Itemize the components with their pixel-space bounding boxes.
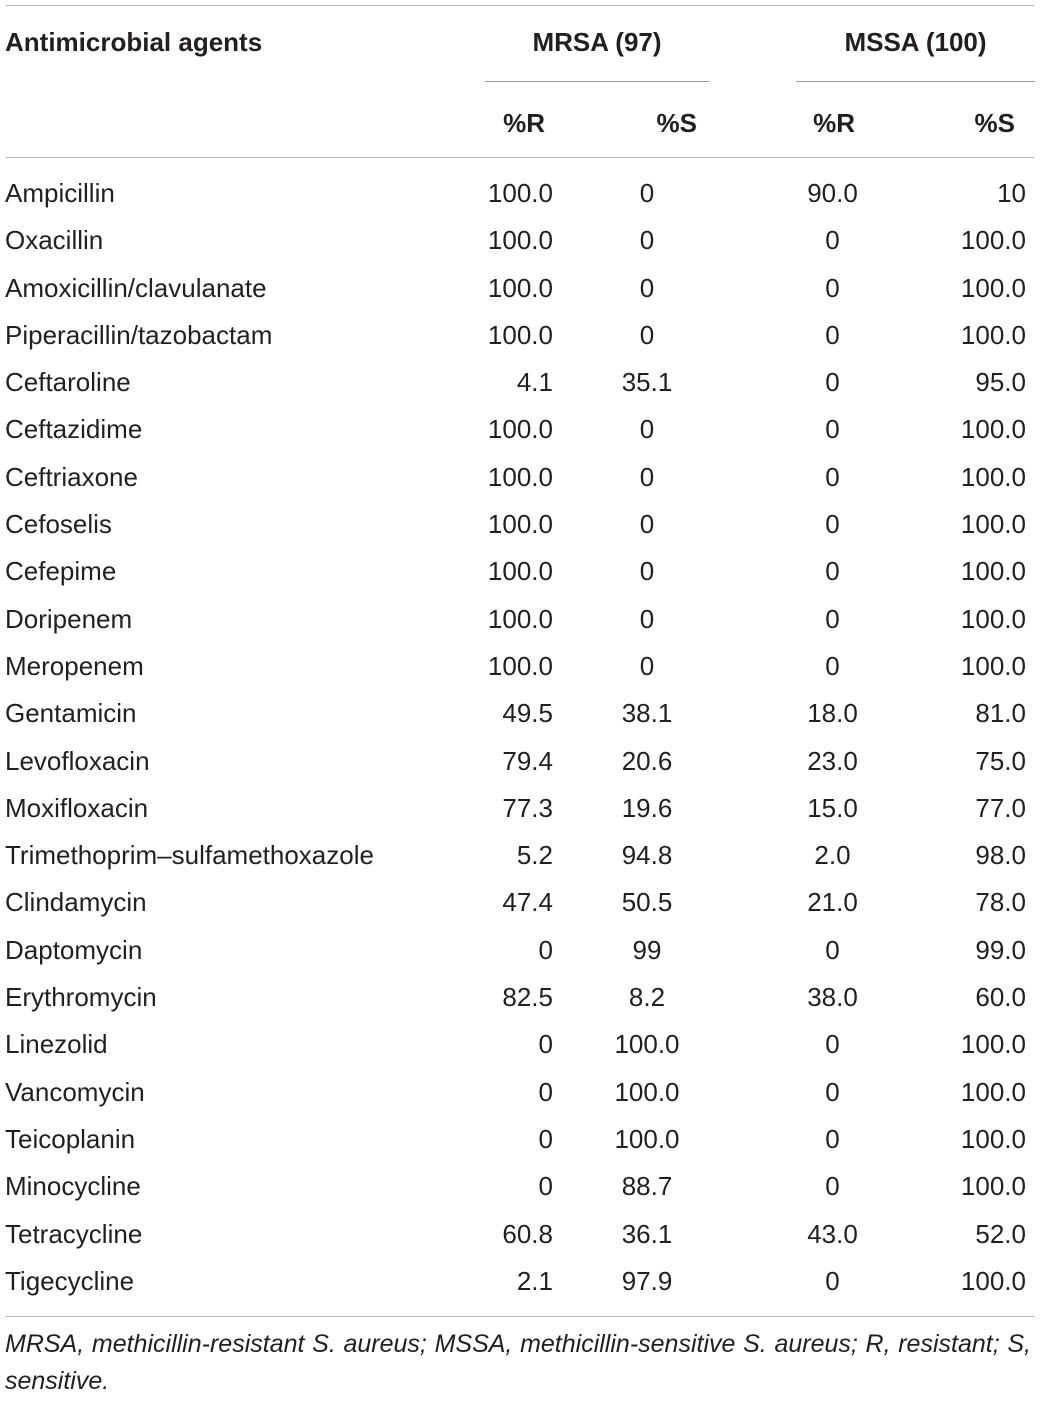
mrsa-sensitive-value: 0 <box>639 319 655 350</box>
agent-name: Clindamycin <box>5 887 147 918</box>
mssa-sensitive-value: 52.0 <box>975 1218 1026 1249</box>
mssa-sensitive-value: 60.0 <box>975 982 1026 1013</box>
mssa-sensitive-value: 100.0 <box>960 225 1026 256</box>
mrsa-sensitive-value: 0 <box>639 225 655 256</box>
mrsa-resistant-value: 100.0 <box>487 414 553 445</box>
table-row <box>5 1021 1035 1068</box>
table-body <box>5 170 1035 1305</box>
mssa-span-rule <box>796 81 1035 82</box>
mrsa-sensitive-value: 100.0 <box>614 1076 680 1107</box>
mrsa-sensitive-value: 0 <box>639 461 655 492</box>
mssa-resistant-value: 0 <box>825 1123 840 1154</box>
mrsa-resistant-value: 60.8 <box>502 1218 553 1249</box>
mssa-resistant-value: 0 <box>825 225 840 256</box>
mssa-sensitive-value: 100.0 <box>960 1076 1026 1107</box>
table-row <box>5 832 1035 879</box>
mssa-resistant-value: 43.0 <box>807 1218 858 1249</box>
mssa-sensitive-value: 100.0 <box>960 272 1026 303</box>
header-mrsa-group: MRSA (97) <box>532 27 662 57</box>
mssa-resistant-value: 0 <box>825 556 840 587</box>
mrsa-span-rule <box>485 81 709 82</box>
agent-name: Vancomycin <box>5 1076 145 1107</box>
agent-name: Gentamicin <box>5 698 137 729</box>
mssa-sensitive-value: 100.0 <box>960 414 1026 445</box>
table-row <box>5 265 1035 312</box>
mssa-resistant-value: 23.0 <box>807 745 858 776</box>
mssa-sensitive-value: 100.0 <box>960 1265 1026 1296</box>
mrsa-sensitive-value: 100.0 <box>614 1029 680 1060</box>
agent-name: Tetracycline <box>5 1218 143 1249</box>
agent-name: Levofloxacin <box>5 745 150 776</box>
mrsa-resistant-value: 49.5 <box>502 698 553 729</box>
agent-name: Tigecycline <box>5 1265 135 1296</box>
mssa-resistant-value: 90.0 <box>807 178 858 208</box>
mssa-sensitive-value: 100.0 <box>960 1123 1026 1154</box>
mssa-resistant-value: 38.0 <box>807 982 858 1013</box>
mrsa-sensitive-value: 0 <box>639 509 655 540</box>
mssa-sensitive-value: 77.0 <box>975 792 1026 823</box>
agent-name: Trimethoprim–sulfamethoxazole <box>5 840 374 871</box>
agent-name: Daptomycin <box>5 934 143 965</box>
table-top-rule <box>5 5 1035 6</box>
table-row <box>5 1116 1035 1163</box>
mrsa-sensitive-value: 50.5 <box>621 887 673 918</box>
mssa-resistant-value: 21.0 <box>807 887 858 918</box>
agent-name: Minocycline <box>5 1171 141 1202</box>
mssa-sensitive-value: 10 <box>997 178 1026 208</box>
header-antimicrobial-agents: Antimicrobial agents <box>5 27 263 57</box>
header-bottom-rule <box>5 157 1035 158</box>
mrsa-sensitive-value: 0 <box>639 178 655 208</box>
mrsa-sensitive-value: 97.9 <box>621 1265 673 1296</box>
mrsa-sensitive-value: 20.6 <box>621 745 673 776</box>
mssa-sensitive-value: 98.0 <box>975 840 1026 871</box>
agent-name: Oxacillin <box>5 225 104 256</box>
mrsa-sensitive-value: 99 <box>632 934 662 965</box>
mssa-sensitive-value: 100.0 <box>960 603 1026 634</box>
mrsa-sensitive-value: 35.1 <box>621 367 673 398</box>
table-row <box>5 1258 1035 1305</box>
mrsa-sensitive-value: 0 <box>639 603 655 634</box>
mssa-sensitive-value: 100.0 <box>960 1171 1026 1202</box>
mrsa-resistant-value: 0 <box>538 934 553 965</box>
mssa-sensitive-value: 81.0 <box>975 698 1026 729</box>
mssa-sensitive-value: 75.0 <box>975 745 1026 776</box>
mssa-resistant-value: 0 <box>825 367 840 398</box>
table-row <box>5 785 1035 832</box>
mrsa-resistant-value: 100.0 <box>487 603 553 634</box>
mrsa-resistant-value: 82.5 <box>502 982 553 1013</box>
mrsa-sensitive-value: 0 <box>639 650 655 681</box>
table-row <box>5 312 1035 359</box>
header-mssa-group: MSSA (100) <box>844 27 987 57</box>
mssa-resistant-value: 15.0 <box>807 792 858 823</box>
mssa-resistant-value: 0 <box>825 414 840 445</box>
mrsa-resistant-value: 0 <box>538 1171 553 1202</box>
mssa-resistant-value: 0 <box>825 461 840 492</box>
mssa-resistant-value: 2.0 <box>814 840 851 871</box>
agent-name: Linezolid <box>5 1029 108 1060</box>
agent-name: Piperacillin/tazobactam <box>5 319 273 350</box>
agent-name: Ceftazidime <box>5 414 143 445</box>
agent-name: Erythromycin <box>5 982 157 1013</box>
table-row <box>5 643 1035 690</box>
agent-name: Meropenem <box>5 650 144 681</box>
mrsa-resistant-value: 79.4 <box>502 745 553 776</box>
table-footnote: MRSA, methicillin-resistant S. aureus; MSSA, methicillin-sensitive S. aureus; R, resistant; S, sensitive. <box>5 1330 1031 1395</box>
mssa-sensitive-value: 78.0 <box>975 887 1026 918</box>
table-row <box>5 738 1035 785</box>
mrsa-sensitive-value: 88.7 <box>621 1171 673 1202</box>
table-row <box>5 927 1035 974</box>
mrsa-sensitive-value: 8.2 <box>628 982 666 1013</box>
mssa-sensitive-value: 100.0 <box>960 556 1026 587</box>
table-row <box>5 974 1035 1021</box>
mrsa-sensitive-value: 38.1 <box>621 698 673 729</box>
mssa-resistant-value: 0 <box>825 603 840 634</box>
mssa-resistant-value: 0 <box>825 934 840 965</box>
mrsa-resistant-value: 0 <box>538 1076 553 1107</box>
agent-name: Teicoplanin <box>5 1123 136 1154</box>
mrsa-resistant-value: 100.0 <box>487 509 553 540</box>
table-row <box>5 690 1035 737</box>
mssa-sensitive-value: 100.0 <box>960 461 1026 492</box>
table-row <box>5 454 1035 501</box>
mssa-resistant-value: 0 <box>825 650 840 681</box>
table-row <box>5 1211 1035 1258</box>
agent-name: Doripenem <box>5 603 133 634</box>
mrsa-resistant-value: 0 <box>538 1029 553 1060</box>
agent-name: Moxifloxacin <box>5 792 149 823</box>
subheader-mrsa-s: %S <box>656 108 697 138</box>
mssa-sensitive-value: 95.0 <box>975 367 1026 398</box>
table-bottom-rule <box>5 1316 1035 1317</box>
mrsa-resistant-value: 100.0 <box>487 272 553 303</box>
mssa-sensitive-value: 100.0 <box>960 319 1026 350</box>
table-row <box>5 406 1035 453</box>
mrsa-sensitive-value: 94.8 <box>621 840 673 871</box>
mssa-resistant-value: 0 <box>825 272 840 303</box>
table-row <box>5 170 1035 217</box>
table-row <box>5 501 1035 548</box>
mrsa-resistant-value: 100.0 <box>487 650 553 681</box>
table-row <box>5 548 1035 595</box>
mrsa-sensitive-value: 0 <box>639 556 655 587</box>
mrsa-resistant-value: 4.1 <box>516 367 553 398</box>
agent-name: Cefepime <box>5 556 117 587</box>
agent-name: Amoxicillin/clavulanate <box>5 272 267 303</box>
subheader-mssa-s: %S <box>974 108 1015 138</box>
agent-name: Ceftaroline <box>5 367 131 398</box>
mssa-resistant-value: 0 <box>825 1265 840 1296</box>
mrsa-sensitive-value: 0 <box>639 272 655 303</box>
mssa-resistant-value: 0 <box>825 1171 840 1202</box>
subheader-mssa-r: %R <box>813 108 855 138</box>
table-row <box>5 1069 1035 1116</box>
mrsa-sensitive-value: 100.0 <box>614 1123 680 1154</box>
mrsa-resistant-value: 2.1 <box>516 1265 553 1296</box>
mrsa-resistant-value: 100.0 <box>487 461 553 492</box>
mrsa-resistant-value: 100.0 <box>487 319 553 350</box>
mssa-sensitive-value: 100.0 <box>960 1029 1026 1060</box>
mrsa-sensitive-value: 36.1 <box>621 1218 673 1249</box>
table-row <box>5 1163 1035 1210</box>
mrsa-resistant-value: 100.0 <box>487 225 553 256</box>
subheader-mrsa-r: %R <box>503 108 545 138</box>
mrsa-resistant-value: 47.4 <box>502 887 553 918</box>
mssa-resistant-value: 0 <box>825 319 840 350</box>
mrsa-resistant-value: 5.2 <box>516 840 553 871</box>
mssa-resistant-value: 0 <box>825 509 840 540</box>
mssa-resistant-value: 0 <box>825 1076 840 1107</box>
mssa-sensitive-value: 100.0 <box>960 509 1026 540</box>
mrsa-sensitive-value: 0 <box>639 414 655 445</box>
table-row <box>5 359 1035 406</box>
mrsa-resistant-value: 100.0 <box>487 178 553 208</box>
agent-name: Ampicillin <box>5 178 115 208</box>
mrsa-resistant-value: 100.0 <box>487 556 553 587</box>
mssa-sensitive-value: 99.0 <box>975 934 1026 965</box>
table-row <box>5 596 1035 643</box>
mrsa-sensitive-value: 19.6 <box>621 792 673 823</box>
agent-name: Cefoselis <box>5 509 112 540</box>
agent-name: Ceftriaxone <box>5 461 138 492</box>
mssa-resistant-value: 0 <box>825 1029 840 1060</box>
mssa-resistant-value: 18.0 <box>807 698 858 729</box>
table-row <box>5 879 1035 926</box>
mssa-sensitive-value: 100.0 <box>960 650 1026 681</box>
mrsa-resistant-value: 0 <box>538 1123 553 1154</box>
table-row <box>5 217 1035 264</box>
mrsa-resistant-value: 77.3 <box>502 792 553 823</box>
